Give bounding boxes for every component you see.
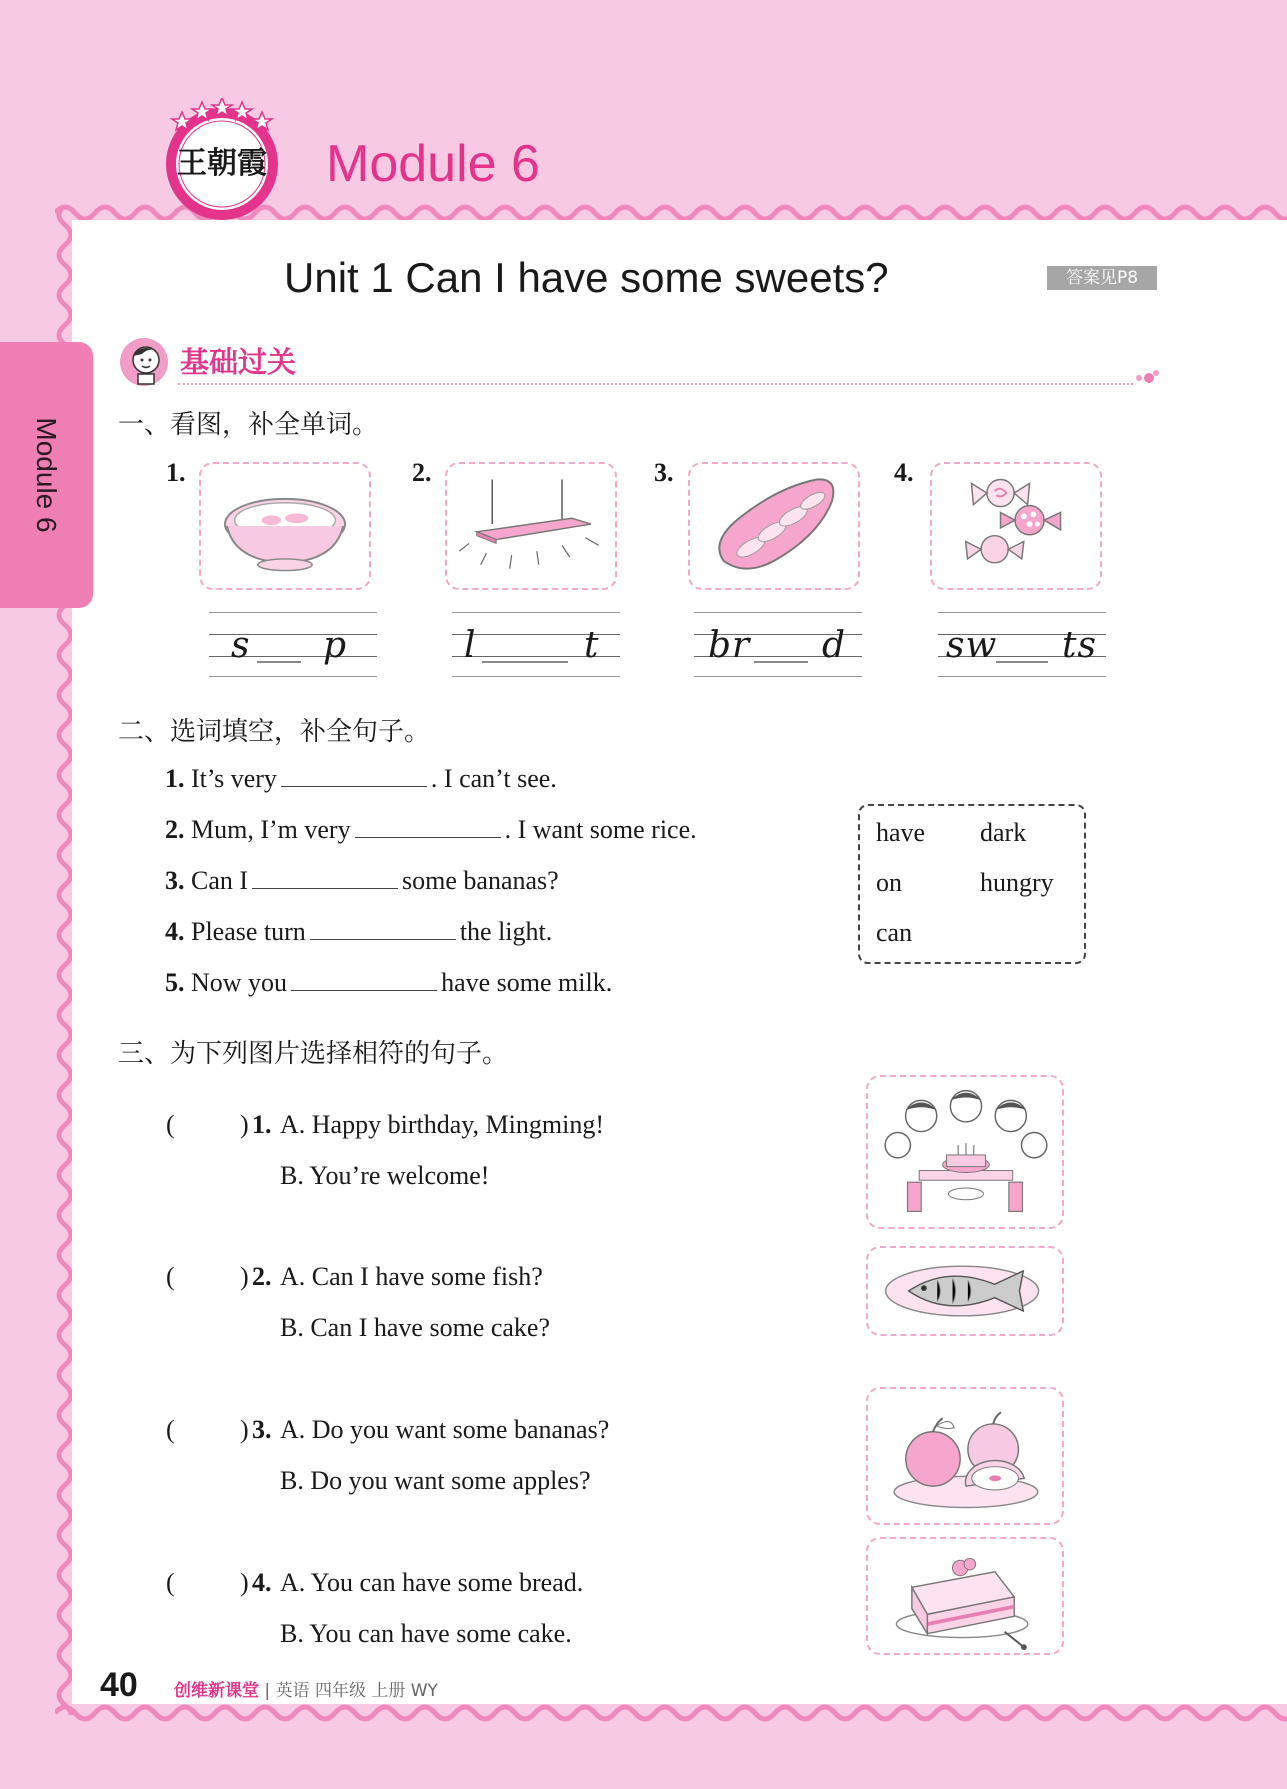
q3-item-2-option-a: A. Can I have some fish?: [280, 1262, 543, 1291]
bowl-of-soup-icon: [201, 464, 369, 588]
birthday-party-icon: [868, 1077, 1062, 1227]
q1-item-1-number: 1.: [166, 458, 186, 487]
q1-item-1-blank[interactable]: [257, 661, 301, 663]
q3-picture-4: [866, 1537, 1064, 1655]
q1-item-1-end-letters: p: [323, 625, 348, 666]
q2-sentence-3: 3. Can I some bananas?: [165, 866, 559, 895]
q3-item-2-option-b: B. Can I have some cake?: [280, 1313, 551, 1342]
q3-item-4-option-a: A. You can have some bread.: [280, 1568, 584, 1597]
apples-icon: [868, 1389, 1062, 1523]
module-side-tab: [0, 342, 93, 608]
q1-writing-line-2[interactable]: [452, 612, 620, 678]
answer-reference-tag: 答案见P8: [1047, 266, 1157, 290]
q1-picture-4: [930, 462, 1102, 590]
q3-item-4-option-b: B. You can have some cake.: [280, 1619, 572, 1648]
footer-publication-info: [174, 1676, 438, 1701]
q2-blank-1[interactable]: [281, 765, 427, 787]
word-bank-item: can: [876, 918, 913, 947]
page-number: 40: [100, 1666, 138, 1704]
q3-item-1-option-b: B. You’re welcome!: [280, 1161, 490, 1190]
q1-picture-2: [445, 462, 617, 590]
q2-word-bank: [858, 804, 1086, 964]
q1-item-4-number: 4.: [894, 458, 914, 487]
decorative-dots-icon: [1134, 368, 1160, 388]
ceiling-light-icon: [447, 464, 615, 588]
fish-on-plate-icon: [868, 1248, 1062, 1334]
word-bank-item: hungry: [980, 868, 1054, 897]
q1-picture-1: [199, 462, 371, 590]
footer-details: | 英语 四年级 上册 WY: [264, 1681, 438, 1701]
publisher-seal-logo: [160, 98, 284, 222]
q3-item-3-option-b: B. Do you want some apples?: [280, 1466, 591, 1495]
q2-blank-3[interactable]: [252, 867, 398, 889]
word-bank-item: on: [876, 868, 902, 897]
q1-item-3-number: 3.: [654, 458, 674, 487]
q1-writing-line-3[interactable]: [694, 612, 862, 678]
q1-item-2-end-letters: t: [584, 625, 600, 666]
q2-blank-5[interactable]: [291, 969, 437, 991]
q1-item-4-end-letters: ts: [1062, 625, 1097, 666]
word-bank-item: dark: [980, 818, 1027, 847]
q1-heading: 一、看图，补全单词。: [118, 410, 379, 440]
q3-heading: 三、为下列图片选择相符的句子。: [118, 1039, 509, 1069]
q1-item-2-blank[interactable]: [482, 661, 568, 663]
q2-sentence-5: 5. Now you have some milk.: [165, 968, 613, 997]
q1-picture-3: [688, 462, 860, 590]
side-tab-label: Module 6: [31, 417, 62, 533]
cake-slice-icon: [868, 1539, 1062, 1653]
worksheet-paper: [72, 220, 1287, 1704]
q2-blank-2[interactable]: [355, 816, 501, 838]
q3-item-3-option-a: A. Do you want some bananas?: [280, 1415, 610, 1444]
q3-picture-1: [866, 1075, 1064, 1229]
section-title: 基础过关: [180, 345, 297, 379]
q3-picture-3: [866, 1387, 1064, 1525]
q2-heading: 二、选词填空，补全句子。: [118, 717, 431, 747]
svg-text:王朝霞: 王朝霞: [177, 146, 267, 181]
q1-item-2-number: 2.: [412, 458, 432, 487]
q2-sentence-4: 4. Please turn the light.: [165, 917, 553, 946]
q1-writing-line-4[interactable]: [938, 612, 1106, 678]
girl-mascot-icon: [118, 336, 170, 388]
q1-item-4-start-letters: sw: [946, 625, 998, 666]
q1-item-4-blank[interactable]: [996, 661, 1048, 663]
footer-brand: 创维新课堂: [174, 1681, 259, 1701]
q1-item-3-end-letters: d: [822, 625, 847, 666]
q3-item-1-option-a: A. Happy birthday, Mingming!: [280, 1110, 604, 1139]
module-title: Module 6: [326, 135, 540, 193]
q1-item-3-start-letters: br: [708, 625, 751, 666]
word-bank-item: have: [876, 818, 926, 847]
sweets-icon: [932, 464, 1100, 588]
q1-writing-line-1[interactable]: [209, 612, 377, 678]
q1-item-2-start-letters: l: [464, 625, 477, 666]
section-divider: [178, 383, 1133, 385]
bread-icon: [690, 464, 858, 588]
q2-sentence-1: 1. It’s very . I can’t see.: [165, 764, 557, 793]
q2-sentence-2: 2. Mum, I’m very . I want some rice.: [165, 815, 697, 844]
q1-item-3-blank[interactable]: [754, 661, 808, 663]
q2-blank-4[interactable]: [310, 918, 456, 940]
unit-title: Unit 1 Can I have some sweets?: [284, 254, 889, 301]
q1-item-1-start-letters: s: [231, 625, 251, 666]
q3-picture-2: [866, 1246, 1064, 1336]
